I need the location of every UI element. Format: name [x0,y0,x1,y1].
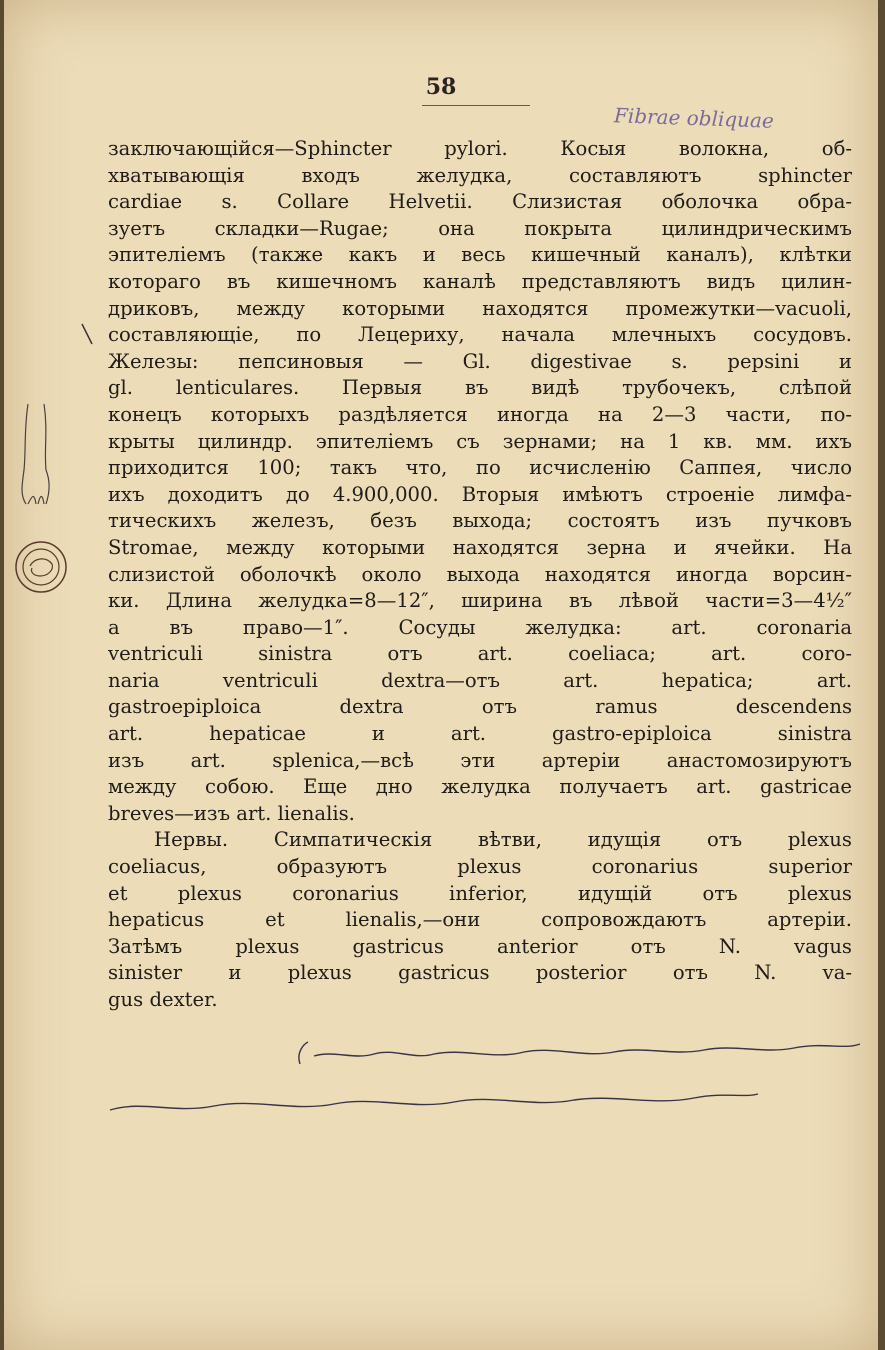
handwritten-annotation-sketch-2 [104,1080,764,1130]
text-line: хватывающія входъ желудка, составляютъ sphincter [108,163,852,187]
text-line: приходится 100; такъ что, по исчисленію Саппея, число [108,456,852,480]
text-line: Железы: пепсиновыя — Gl. digestivae s. pepsini и [108,349,852,373]
text-line: ихъ доходитъ до 4.900,000. Вторыя имѣютъ строеніе лимфа- [108,482,852,506]
text-line: naria ventriculi dextra—отъ art. hepatica; art. [108,668,852,692]
text-line: зуетъ складки—Rugae; она покрыта цилиндрическимъ [108,216,852,240]
text-line: coeliacus, образуютъ plexus coronarius superior [108,855,852,879]
text-line: слизистой оболочкѣ около выхода находятся иногда ворсин- [108,562,852,586]
text-line: Нервы. Симпатическія вѣтви, идущія отъ plexus [154,828,852,852]
text-line: ventriculi sinistra отъ art. coeliaca; art. coro- [108,642,852,666]
text-line: ки. Длина желудка=8—12″, ширина въ лѣвой части=3—4½″ [108,589,852,613]
text-line: заключающійся—Sphincter pylori. Косыя волокна, об- [108,137,852,160]
text-line: hepaticus et lienalis,—они сопровождаютъ артеріи. [108,908,852,932]
text-line: cardiae s. Collare Helvetii. Слизистая оболочка обра- [108,190,852,214]
margin-stamp-icon [12,538,70,596]
text-line: Затѣмъ plexus gastricus anterior отъ N. vagus [108,934,852,958]
page-number: 58 [425,74,457,100]
text-line: между собою. Еще дно желудка получаетъ art. gastricae [108,775,852,799]
text-line: а въ право—1″. Сосуды желудка: art. coronaria [108,615,852,639]
text-line: составляющіе, по Лецериху, начала млечныхъ сосудовъ. [108,323,852,347]
text-line: art. hepaticae и art. gastro-epiploica sinistra [108,722,852,746]
text-line: breves—изъ art. lienalis. [108,801,355,825]
text-line: эпителіемъ (также какъ и весь кишечный каналъ), клѣтки [108,243,852,267]
text-line: изъ art. splenica,—всѣ эти артеріи анастомозируютъ [108,748,852,772]
text-line: sinister и plexus gastricus posterior отъ N. va- [108,961,852,985]
text-line: gl. lenticulares. Первыя въ видѣ трубочекъ, слѣпой [108,376,852,400]
header-rule [422,105,530,106]
handwritten-top-note: Fibrae obliquae [613,103,775,133]
margin-hand-sketch-icon [14,400,60,510]
text-line: Stromae, между которыми находятся зерна и ячейки. На [108,535,852,559]
book-page [4,0,878,1350]
text-line: крыты цилиндр. эпителіемъ съ зернами; на 1 кв. мм. ихъ [108,429,852,453]
body-text [108,136,852,1014]
text-line: конецъ которыхъ раздѣляется иногда на 2—3 части, по- [108,402,852,426]
text-line: et plexus coronarius inferior, идущій отъ plexus [108,881,852,905]
text-line: gus dexter. [108,988,218,1011]
text-line: gastroepiploica dextra отъ ramus descendens [108,695,852,719]
text-line: дриковъ, между которыми находятся промежутки—vacuoli, [108,296,852,320]
text-line: котораго въ кишечномъ каналѣ представляютъ видъ цилин- [108,269,852,293]
margin-checkmark-icon [78,320,98,350]
text-line: тическихъ железъ, безъ выхода; состоятъ изъ пучковъ [108,509,852,533]
